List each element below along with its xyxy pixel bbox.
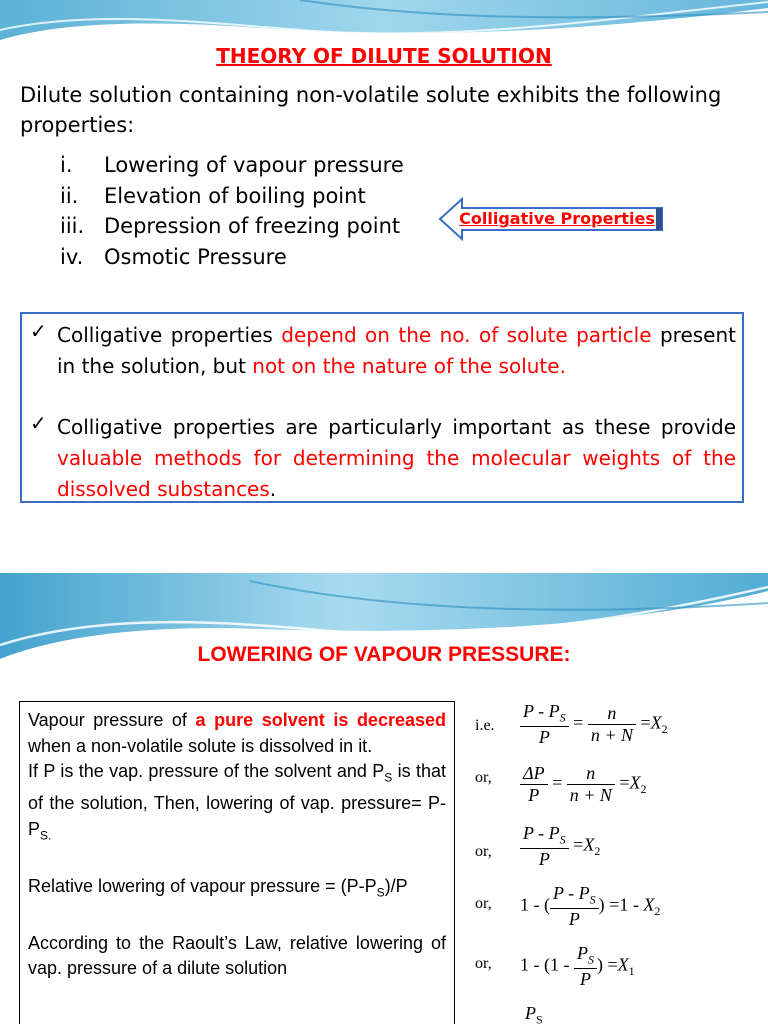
paragraph: Relative lowering of vapour pressure = $(P-P_S)/P$	[28, 875, 408, 900]
explanation-box	[19, 701, 455, 1024]
checkmark-icon: ✓	[30, 319, 47, 343]
list-item: i. Lowering of vapour pressure	[60, 153, 404, 177]
slide-2: LOWERING OF VAPOUR PRESSURE: Vapour pressure of a pure solvent is decreased when a non-volatile solute is dissolved in it. If P is the vap. pressure of the solvent and $P_S$ is that of the solution, Then, lowering of vap. pressure= $P-P_{S.}$ Relative lowering of vapour pressure = $(P-P_S)/P$ According to the Raoult’s Law, relative lowering of vap. pressure of a dilute solution i.e. $\frac{P - P_S}{P}$ = $\frac{n}{n + N}$ $=X_2$ or, $\frac{\Delta P}{P}$ = $\frac{n}{n + N}$ $=X_2$ or, $\frac{P - P_S}{P}$ $=X_2$ or, 1 - ( $\frac{P - P_S}{P}$ ) $=1 - X_2$ or, 1 - (1 - $\frac{P_S}{P}$ ) $=X_1$ $P_S$	[0, 573, 768, 1024]
slide-separator	[0, 565, 768, 573]
bullet-1: ✓ Colligative properties depend on the no. of solute particle present in the solution, but not on the nature of the solute.	[30, 320, 736, 382]
list-item: iii. Depression of freezing point	[60, 214, 401, 239]
key-points-box	[20, 312, 744, 503]
section-title: LOWERING OF VAPOUR PRESSURE:	[197, 643, 571, 666]
bullet-2: ✓ Colligative properties are particularly important as these provide valuable methods for determining the molecular weights of the dissolved substances.	[30, 412, 736, 505]
paragraph: According to the Raoult’s Law, relative lowering of vap. pressure of a dilute solution	[28, 932, 446, 979]
intro-text: Dilute solution containing non-volatile solute exhibits the following properties:	[20, 83, 722, 137]
list-item: iv. Osmotic Pressure	[60, 245, 287, 270]
list-item: ii. Elevation of boiling point	[60, 183, 366, 208]
paragraph: Vapour pressure of a pure solvent is decreased when a non-volatile solute is dissolved in it.	[28, 710, 446, 756]
property-list	[60, 150, 404, 273]
colligative-callout: Colligative Properties	[459, 209, 655, 228]
slide-title: THEORY OF DILUTE SOLUTION	[216, 44, 552, 68]
checkmark-icon: ✓	[30, 411, 47, 435]
paragraph: If P is the vap. pressure of the solvent and $P_S$ is that of the solution, Then, lowering of vap. pressure= $P-P_{S.}$	[28, 761, 447, 843]
